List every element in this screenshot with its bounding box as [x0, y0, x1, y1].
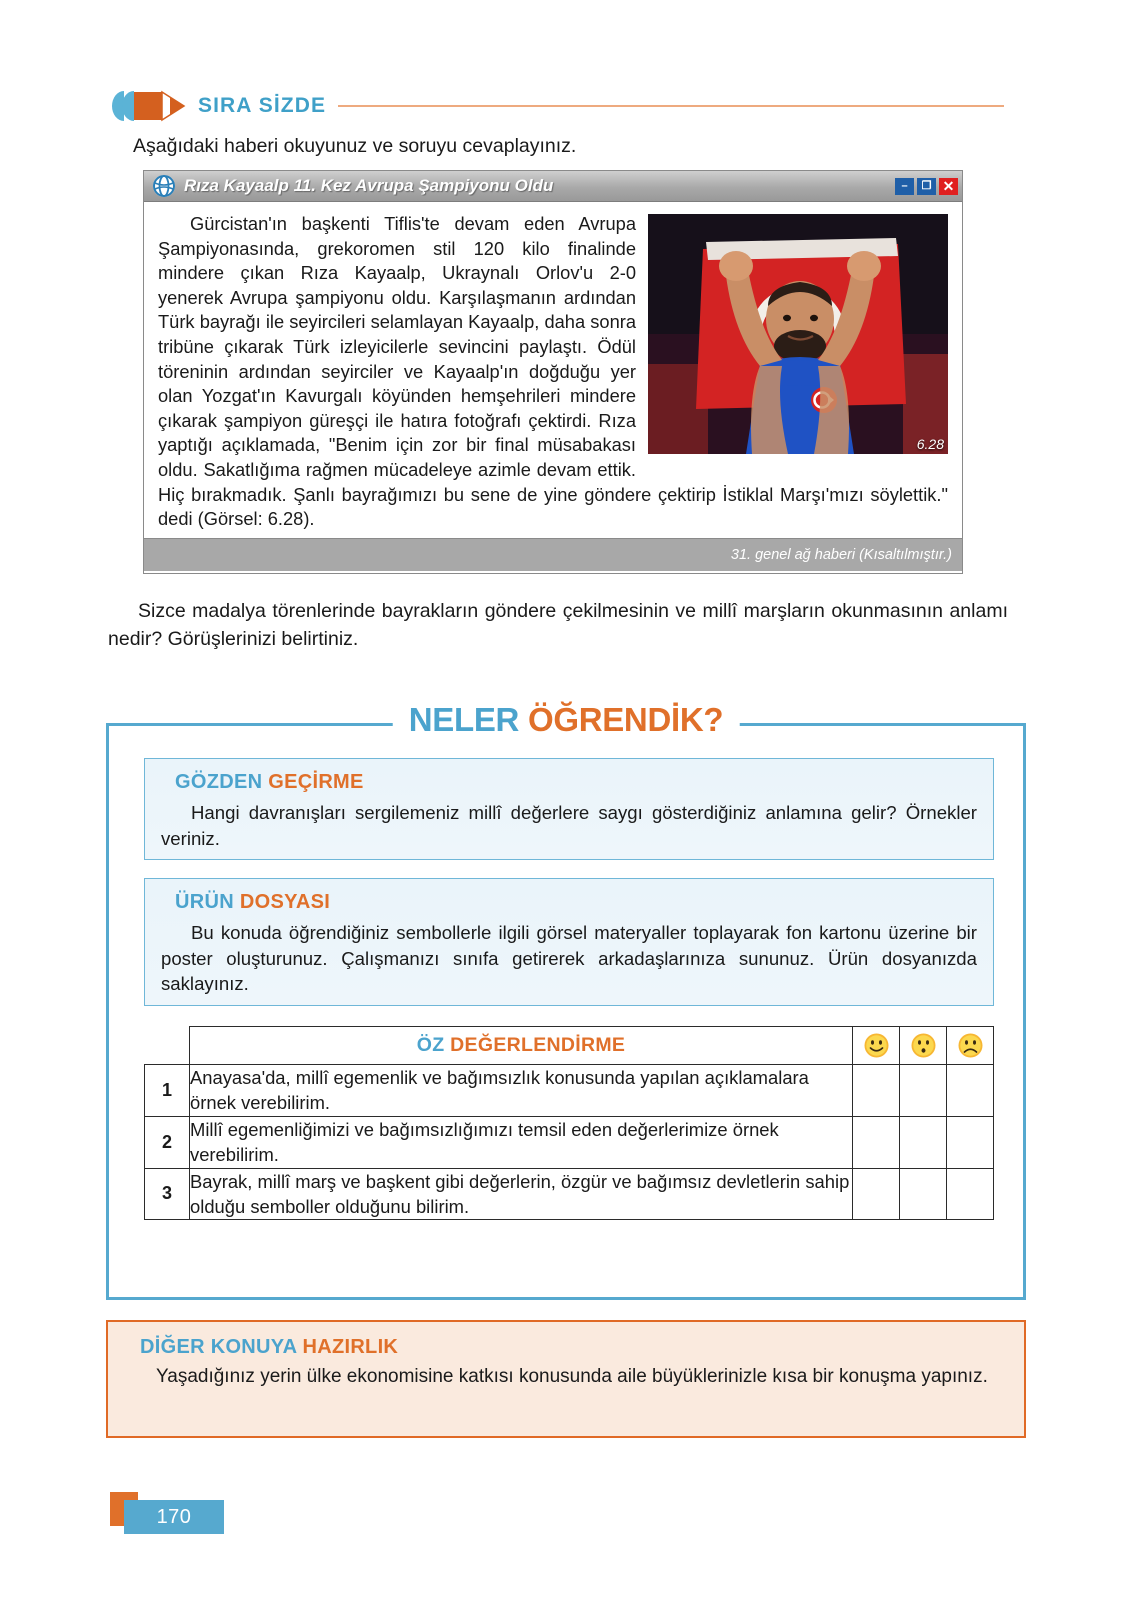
- article-body: Gürcistan'ın başkenti Tiflis'te devam eden Avrupa Şampiyonasında, grekoromen stil 120 kilo finalinde mindere çıkan Rıza Kayaalp, Ukraynalı Orlov'u 2-0 yenerek Avrupa şampiyonu oldu. Karşılaşmanın ardından Türk bayrağı ile seyircileri selamlayan Kayaalp, daha sonra tribüne çıkarak Türk izleyicilerle sevincini paylaştı. Ödül töreninin ardından seyirciler ve Kayaalp'ın doğduğu yer olan Yozgat'ın Kavurgalı köyünden hemşehrileri mindere çıkarak şampiyon güreşçi ile hatıra fotoğrafı çektirdi. Rıza yaptığı açıklamada, "Benim için zor bir final müsabakası oldu. Sakatlığıma rağmen mücadeleye azimle devam ettik. Hiç bırakmadık. Şanlı bayrağımızı bu sene de yine göndere çektirip İstiklal Marşı'mızı söylettik." dedi (Görsel: 6.28).: [158, 213, 948, 530]
- wrestler-photo: [648, 214, 948, 454]
- rating-cell-sad[interactable]: [947, 1065, 994, 1117]
- header-rule: [338, 105, 1004, 107]
- row-statement: Bayrak, millî marş ve başkent gibi değerlerin, özgür ve bağımsız devletlerin sahip olduğu semboller olduğunu bilirim.: [190, 1168, 853, 1220]
- gozden-gecirme-text: Hangi davranışları sergilemeniz millî değerlere saygı gösterdiğiniz anlamına gelir? Örnekler veriniz.: [161, 802, 977, 849]
- source-credit: 31. genel ağ haberi (Kısaltılmıştır.): [730, 547, 952, 563]
- gozden-heading-part1: GÖZDEN: [175, 771, 269, 793]
- hazirlik-heading: [140, 1336, 1004, 1359]
- window-source-footer: [144, 538, 962, 571]
- pencil-icon: [108, 87, 192, 125]
- sad-face-icon: [947, 1027, 994, 1065]
- gozden-heading-part2: GEÇİRME: [268, 771, 364, 793]
- row-statement: Anayasa'da, millî egemenlik ve bağımsızlık konusunda yapılan açıklamalara örnek verebilirim.: [190, 1065, 853, 1117]
- row-number: 2: [145, 1116, 190, 1168]
- window-controls: [895, 178, 958, 195]
- sira-sizde-header: [108, 86, 1004, 126]
- minimize-button[interactable]: –: [895, 178, 914, 195]
- rating-cell-neutral[interactable]: [900, 1065, 947, 1117]
- table-row: [145, 1116, 994, 1168]
- rating-cell-happy[interactable]: [853, 1116, 900, 1168]
- urun-dosyasi-heading: [175, 891, 977, 914]
- page-number-text: 170: [156, 1505, 192, 1528]
- discussion-question: Sizce madalya törenlerinde bayrakların göndere çekilmesinin ve millî marşların okunmasının anlamı nedir? Görüşlerinizi belirtiniz.: [108, 600, 1008, 650]
- maximize-button[interactable]: ❐: [917, 178, 936, 195]
- news-browser-window: [143, 170, 963, 574]
- intro-instruction: Aşağıdaki haberi okuyunuz ve soruyu cevaplayınız.: [133, 135, 577, 157]
- diger-konuya-hazirlik-box: [106, 1320, 1026, 1438]
- rating-cell-neutral[interactable]: [900, 1116, 947, 1168]
- happy-face-glyph: [863, 1032, 890, 1059]
- row-statement: Millî egemenliğimizi ve bağımsızlığımızı temsil eden değerlerimize örnek verebilirim.: [190, 1116, 853, 1168]
- rating-cell-sad[interactable]: [947, 1116, 994, 1168]
- panel-title: [409, 701, 724, 738]
- panel-title-part2: ÖĞRENDİK?: [527, 701, 724, 738]
- window-title: Rıza Kayaalp 11. Kez Avrupa Şampiyonu Oldu: [184, 176, 554, 195]
- hazirlik-heading-part1: DİĞER KONUYA: [140, 1336, 303, 1358]
- panel-title-wrap: [393, 701, 740, 739]
- table-row: [145, 1065, 994, 1117]
- happy-face-icon: [853, 1027, 900, 1065]
- hazirlik-text: Yaşadığınız yerin ülke ekonomisine katkısı konusunda aile büyüklerinizle kısa bir konuşma yapınız.: [156, 1366, 988, 1387]
- neler-ogrendik-panel: [106, 701, 1026, 1300]
- page-number-badge: [124, 1500, 224, 1534]
- neutral-face-glyph: [910, 1032, 937, 1059]
- window-title-bar: [144, 171, 962, 202]
- gozden-gecirme-box: [144, 758, 994, 860]
- assessment-title-cell: [190, 1027, 853, 1065]
- row-number: 1: [145, 1065, 190, 1117]
- rating-cell-neutral[interactable]: [900, 1168, 947, 1220]
- urun-heading-part1: ÜRÜN: [175, 891, 240, 913]
- assessment-title-part1: ÖZ: [416, 1034, 451, 1056]
- close-button[interactable]: ✕: [939, 178, 958, 195]
- panel-title-part1: NELER: [408, 701, 528, 738]
- neutral-face-icon: [900, 1027, 947, 1065]
- assessment-title-part2: DEĞERLENDİRME: [450, 1034, 626, 1056]
- gozden-gecirme-heading: [175, 771, 977, 794]
- rating-cell-sad[interactable]: [947, 1168, 994, 1220]
- sad-face-glyph: [957, 1032, 984, 1059]
- sira-sizde-label: SIRA SİZDE: [198, 94, 327, 117]
- rating-cell-happy[interactable]: [853, 1065, 900, 1117]
- urun-heading-part2: DOSYASI: [239, 891, 331, 913]
- urun-dosyasi-box: [144, 878, 994, 1006]
- window-content: [144, 202, 962, 538]
- hazirlik-heading-part2: HAZIRLIK: [302, 1336, 399, 1358]
- row-number: 3: [145, 1168, 190, 1220]
- oz-degerlendirme-table: [144, 1026, 994, 1220]
- browser-globe-icon: [152, 174, 176, 198]
- table-row: [145, 1168, 994, 1220]
- photo-figure-number: 6.28: [916, 436, 944, 452]
- rating-cell-happy[interactable]: [853, 1168, 900, 1220]
- page-number-footer: [110, 1492, 225, 1534]
- urun-dosyasi-text: Bu konuda öğrendiğiniz sembollerle ilgili görsel materyaller toplayarak fon kartonu üzerine bir poster oluşturunuz. Çalışmanızı sınıfa getirerek arkadaşlarınıza sununuz. Ürün dosyanızda saklayınız.: [161, 922, 977, 995]
- table-header-row: [145, 1027, 994, 1065]
- header-blank-cell: [145, 1027, 190, 1065]
